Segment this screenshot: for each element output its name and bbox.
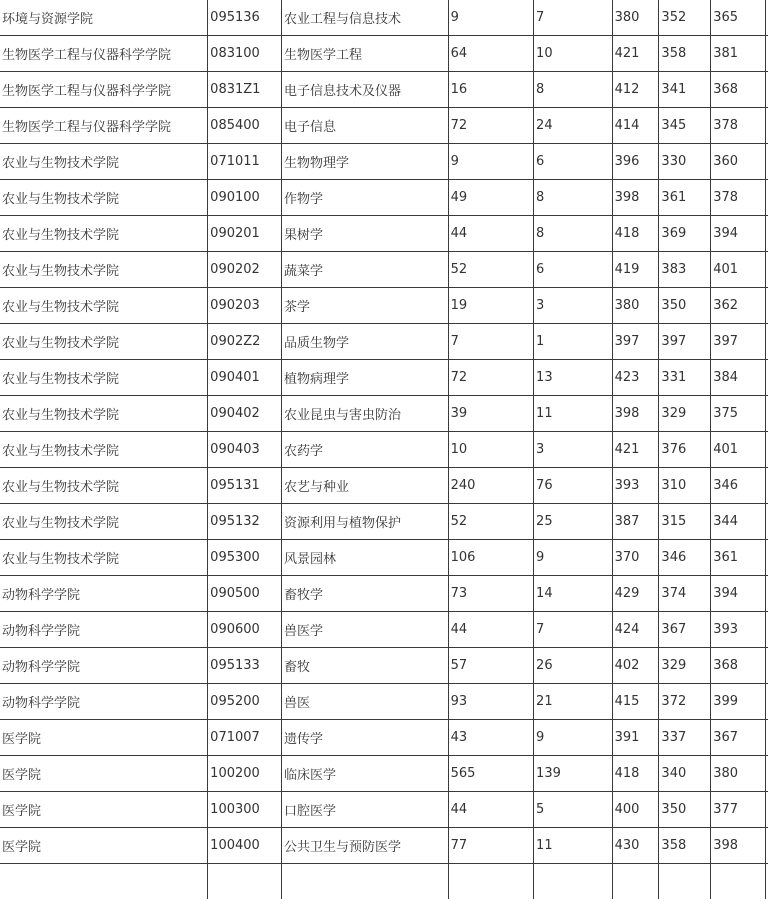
major-code-cell: 0902Z2 — [208, 324, 282, 360]
table-row — [0, 792, 768, 828]
major-name-cell: 农艺与种业 — [281, 468, 448, 504]
table-row — [0, 612, 768, 648]
table-row — [0, 252, 768, 288]
table-row — [0, 828, 768, 864]
major-name-cell: 遗传学 — [281, 720, 448, 756]
avg-score-cell: 401 — [711, 432, 766, 468]
table-row — [0, 288, 768, 324]
major-name-cell: 生物医学工程 — [281, 36, 448, 72]
min-score-cell: 329 — [659, 648, 711, 684]
admitted-cell: 3 — [534, 432, 613, 468]
college-cell: 农业与生物技术学院 — [0, 540, 208, 576]
max-score-cell: 423 — [612, 360, 659, 396]
college-cell: 农业与生物技术学院 — [0, 252, 208, 288]
avg-score-cell: 368 — [711, 72, 766, 108]
min-score-cell: 374 — [659, 576, 711, 612]
major-name-cell: 品质生物学 — [281, 324, 448, 360]
applicants-cell: 64 — [448, 36, 533, 72]
avg-score-cell: 375 — [711, 396, 766, 432]
min-score-cell: 330 — [659, 144, 711, 180]
max-score-cell: 418 — [612, 756, 659, 792]
min-score-cell: 315 — [659, 504, 711, 540]
applicants-cell: 52 — [448, 252, 533, 288]
avg-score-cell: 362 — [711, 288, 766, 324]
max-score-cell: 424 — [612, 612, 659, 648]
major-code-cell: 083100 — [208, 36, 282, 72]
min-score-cell: 350 — [659, 792, 711, 828]
major-code-cell: 100200 — [208, 756, 282, 792]
admitted-cell: 7 — [534, 0, 613, 36]
major-code-cell: 095200 — [208, 684, 282, 720]
applicants-cell: 44 — [448, 792, 533, 828]
major-name-cell: 蔬菜学 — [281, 252, 448, 288]
major-code-cell — [208, 864, 282, 899]
major-code-cell: 100400 — [208, 828, 282, 864]
min-score-cell: 397 — [659, 324, 711, 360]
college-cell: 动物科学学院 — [0, 576, 208, 612]
avg-score-cell: 367 — [711, 720, 766, 756]
avg-score-cell: 394 — [711, 576, 766, 612]
max-score-cell: 430 — [612, 828, 659, 864]
table-row — [0, 324, 768, 360]
avg-score-cell: 368 — [711, 648, 766, 684]
college-cell: 农业与生物技术学院 — [0, 288, 208, 324]
admitted-cell: 25 — [534, 504, 613, 540]
max-score-cell: 421 — [612, 432, 659, 468]
college-cell: 动物科学学院 — [0, 684, 208, 720]
avg-score-cell — [711, 864, 766, 899]
major-name-cell: 农业工程与信息技术 — [281, 0, 448, 36]
max-score-cell: 412 — [612, 72, 659, 108]
max-score-cell: 419 — [612, 252, 659, 288]
max-score-cell — [612, 864, 659, 899]
major-code-cell: 090401 — [208, 360, 282, 396]
applicants-cell: 49 — [448, 180, 533, 216]
admitted-cell: 9 — [534, 720, 613, 756]
min-score-cell: 341 — [659, 72, 711, 108]
college-cell: 动物科学学院 — [0, 648, 208, 684]
college-cell: 生物医学工程与仪器科学学院 — [0, 108, 208, 144]
college-cell: 农业与生物技术学院 — [0, 216, 208, 252]
major-name-cell: 资源利用与植物保护 — [281, 504, 448, 540]
table-row — [0, 720, 768, 756]
avg-score-cell: 360 — [711, 144, 766, 180]
admitted-cell: 26 — [534, 648, 613, 684]
major-name-cell: 作物学 — [281, 180, 448, 216]
avg-score-cell: 381 — [711, 36, 766, 72]
table-row — [0, 864, 768, 899]
major-name-cell: 电子信息技术及仪器 — [281, 72, 448, 108]
major-name-cell: 农业昆虫与害虫防治 — [281, 396, 448, 432]
min-score-cell: 372 — [659, 684, 711, 720]
avg-score-cell: 393 — [711, 612, 766, 648]
table-row — [0, 36, 768, 72]
admitted-cell: 11 — [534, 828, 613, 864]
admitted-cell: 24 — [534, 108, 613, 144]
admitted-cell: 3 — [534, 288, 613, 324]
avg-score-cell: 378 — [711, 180, 766, 216]
applicants-cell: 72 — [448, 108, 533, 144]
major-code-cell: 090402 — [208, 396, 282, 432]
college-cell: 农业与生物技术学院 — [0, 324, 208, 360]
applicants-cell: 7 — [448, 324, 533, 360]
max-score-cell: 393 — [612, 468, 659, 504]
table-row — [0, 0, 768, 36]
max-score-cell: 421 — [612, 36, 659, 72]
admitted-cell: 14 — [534, 576, 613, 612]
min-score-cell: 352 — [659, 0, 711, 36]
major-code-cell: 090203 — [208, 288, 282, 324]
admitted-cell: 21 — [534, 684, 613, 720]
major-name-cell: 茶学 — [281, 288, 448, 324]
applicants-cell: 39 — [448, 396, 533, 432]
admitted-cell: 1 — [534, 324, 613, 360]
admitted-cell: 5 — [534, 792, 613, 828]
applicants-cell: 57 — [448, 648, 533, 684]
admitted-cell: 8 — [534, 216, 613, 252]
max-score-cell: 380 — [612, 0, 659, 36]
major-code-cell: 095132 — [208, 504, 282, 540]
applicants-cell: 106 — [448, 540, 533, 576]
min-score-cell: 361 — [659, 180, 711, 216]
avg-score-cell: 365 — [711, 0, 766, 36]
major-code-cell: 095136 — [208, 0, 282, 36]
major-code-cell: 095133 — [208, 648, 282, 684]
max-score-cell: 429 — [612, 576, 659, 612]
min-score-cell: 346 — [659, 540, 711, 576]
max-score-cell: 380 — [612, 288, 659, 324]
table-row — [0, 756, 768, 792]
admitted-cell: 6 — [534, 144, 613, 180]
avg-score-cell: 398 — [711, 828, 766, 864]
max-score-cell: 396 — [612, 144, 659, 180]
college-cell: 医学院 — [0, 756, 208, 792]
max-score-cell: 398 — [612, 180, 659, 216]
applicants-cell: 77 — [448, 828, 533, 864]
applicants-cell: 9 — [448, 144, 533, 180]
major-name-cell: 果树学 — [281, 216, 448, 252]
applicants-cell: 44 — [448, 612, 533, 648]
college-cell: 农业与生物技术学院 — [0, 468, 208, 504]
major-code-cell: 0831Z1 — [208, 72, 282, 108]
major-name-cell: 临床医学 — [281, 756, 448, 792]
applicants-cell: 44 — [448, 216, 533, 252]
applicants-cell: 240 — [448, 468, 533, 504]
admitted-cell: 9 — [534, 540, 613, 576]
avg-score-cell: 346 — [711, 468, 766, 504]
min-score-cell: 369 — [659, 216, 711, 252]
max-score-cell: 415 — [612, 684, 659, 720]
max-score-cell: 391 — [612, 720, 659, 756]
max-score-cell: 402 — [612, 648, 659, 684]
major-name-cell: 兽医学 — [281, 612, 448, 648]
min-score-cell — [659, 864, 711, 899]
avg-score-cell: 384 — [711, 360, 766, 396]
major-code-cell: 090202 — [208, 252, 282, 288]
applicants-cell: 16 — [448, 72, 533, 108]
college-cell: 生物医学工程与仪器科学学院 — [0, 36, 208, 72]
avg-score-cell: 399 — [711, 684, 766, 720]
table-row — [0, 504, 768, 540]
college-cell: 农业与生物技术学院 — [0, 432, 208, 468]
max-score-cell: 397 — [612, 324, 659, 360]
table-row — [0, 216, 768, 252]
college-cell: 医学院 — [0, 720, 208, 756]
admitted-cell: 6 — [534, 252, 613, 288]
major-code-cell: 095300 — [208, 540, 282, 576]
avg-score-cell: 377 — [711, 792, 766, 828]
max-score-cell: 370 — [612, 540, 659, 576]
min-score-cell: 340 — [659, 756, 711, 792]
applicants-cell: 93 — [448, 684, 533, 720]
min-score-cell: 358 — [659, 36, 711, 72]
major-code-cell: 100300 — [208, 792, 282, 828]
college-cell: 医学院 — [0, 828, 208, 864]
min-score-cell: 331 — [659, 360, 711, 396]
major-name-cell: 生物物理学 — [281, 144, 448, 180]
avg-score-cell: 394 — [711, 216, 766, 252]
table-row — [0, 396, 768, 432]
avg-score-cell: 361 — [711, 540, 766, 576]
avg-score-cell: 344 — [711, 504, 766, 540]
major-code-cell: 095131 — [208, 468, 282, 504]
applicants-cell: 73 — [448, 576, 533, 612]
applicants-cell: 9 — [448, 0, 533, 36]
max-score-cell: 398 — [612, 396, 659, 432]
college-cell: 动物科学学院 — [0, 612, 208, 648]
avg-score-cell: 380 — [711, 756, 766, 792]
major-code-cell: 090600 — [208, 612, 282, 648]
table-row — [0, 468, 768, 504]
min-score-cell: 367 — [659, 612, 711, 648]
major-name-cell: 兽医 — [281, 684, 448, 720]
table-row — [0, 684, 768, 720]
min-score-cell: 310 — [659, 468, 711, 504]
min-score-cell: 337 — [659, 720, 711, 756]
min-score-cell: 350 — [659, 288, 711, 324]
major-name-cell: 畜牧学 — [281, 576, 448, 612]
major-code-cell: 071011 — [208, 144, 282, 180]
college-cell: 农业与生物技术学院 — [0, 504, 208, 540]
max-score-cell: 418 — [612, 216, 659, 252]
college-cell — [0, 864, 208, 899]
major-name-cell: 公共卫生与预防医学 — [281, 828, 448, 864]
applicants-cell — [448, 864, 533, 899]
table-row — [0, 540, 768, 576]
max-score-cell: 387 — [612, 504, 659, 540]
applicants-cell: 43 — [448, 720, 533, 756]
avg-score-cell: 378 — [711, 108, 766, 144]
applicants-cell: 52 — [448, 504, 533, 540]
college-cell: 农业与生物技术学院 — [0, 396, 208, 432]
avg-score-cell: 401 — [711, 252, 766, 288]
admitted-cell: 10 — [534, 36, 613, 72]
admitted-cell: 139 — [534, 756, 613, 792]
major-code-cell: 090100 — [208, 180, 282, 216]
admitted-cell: 13 — [534, 360, 613, 396]
major-code-cell: 090403 — [208, 432, 282, 468]
table-row — [0, 576, 768, 612]
table-row — [0, 72, 768, 108]
table-row — [0, 360, 768, 396]
college-cell: 生物医学工程与仪器科学学院 — [0, 72, 208, 108]
applicants-cell: 19 — [448, 288, 533, 324]
admitted-cell: 11 — [534, 396, 613, 432]
min-score-cell: 329 — [659, 396, 711, 432]
table-row — [0, 144, 768, 180]
admitted-cell: 8 — [534, 72, 613, 108]
applicants-cell: 565 — [448, 756, 533, 792]
major-name-cell: 农药学 — [281, 432, 448, 468]
college-cell: 环境与资源学院 — [0, 0, 208, 36]
admitted-cell: 76 — [534, 468, 613, 504]
major-name-cell: 植物病理学 — [281, 360, 448, 396]
college-cell: 农业与生物技术学院 — [0, 360, 208, 396]
major-code-cell: 090500 — [208, 576, 282, 612]
college-cell: 医学院 — [0, 792, 208, 828]
table-row — [0, 648, 768, 684]
major-name-cell: 畜牧 — [281, 648, 448, 684]
min-score-cell: 383 — [659, 252, 711, 288]
college-cell: 农业与生物技术学院 — [0, 180, 208, 216]
avg-score-cell: 397 — [711, 324, 766, 360]
min-score-cell: 345 — [659, 108, 711, 144]
table-row — [0, 108, 768, 144]
applicants-cell: 10 — [448, 432, 533, 468]
major-code-cell: 090201 — [208, 216, 282, 252]
major-name-cell: 风景园林 — [281, 540, 448, 576]
admitted-cell: 8 — [534, 180, 613, 216]
admitted-cell: 7 — [534, 612, 613, 648]
table-row — [0, 180, 768, 216]
min-score-cell: 358 — [659, 828, 711, 864]
major-code-cell: 085400 — [208, 108, 282, 144]
major-name-cell: 电子信息 — [281, 108, 448, 144]
admitted-cell — [534, 864, 613, 899]
college-cell: 农业与生物技术学院 — [0, 144, 208, 180]
applicants-cell: 72 — [448, 360, 533, 396]
major-name-cell: 口腔医学 — [281, 792, 448, 828]
major-code-cell: 071007 — [208, 720, 282, 756]
max-score-cell: 400 — [612, 792, 659, 828]
major-name-cell — [281, 864, 448, 899]
min-score-cell: 376 — [659, 432, 711, 468]
table-row — [0, 432, 768, 468]
max-score-cell: 414 — [612, 108, 659, 144]
